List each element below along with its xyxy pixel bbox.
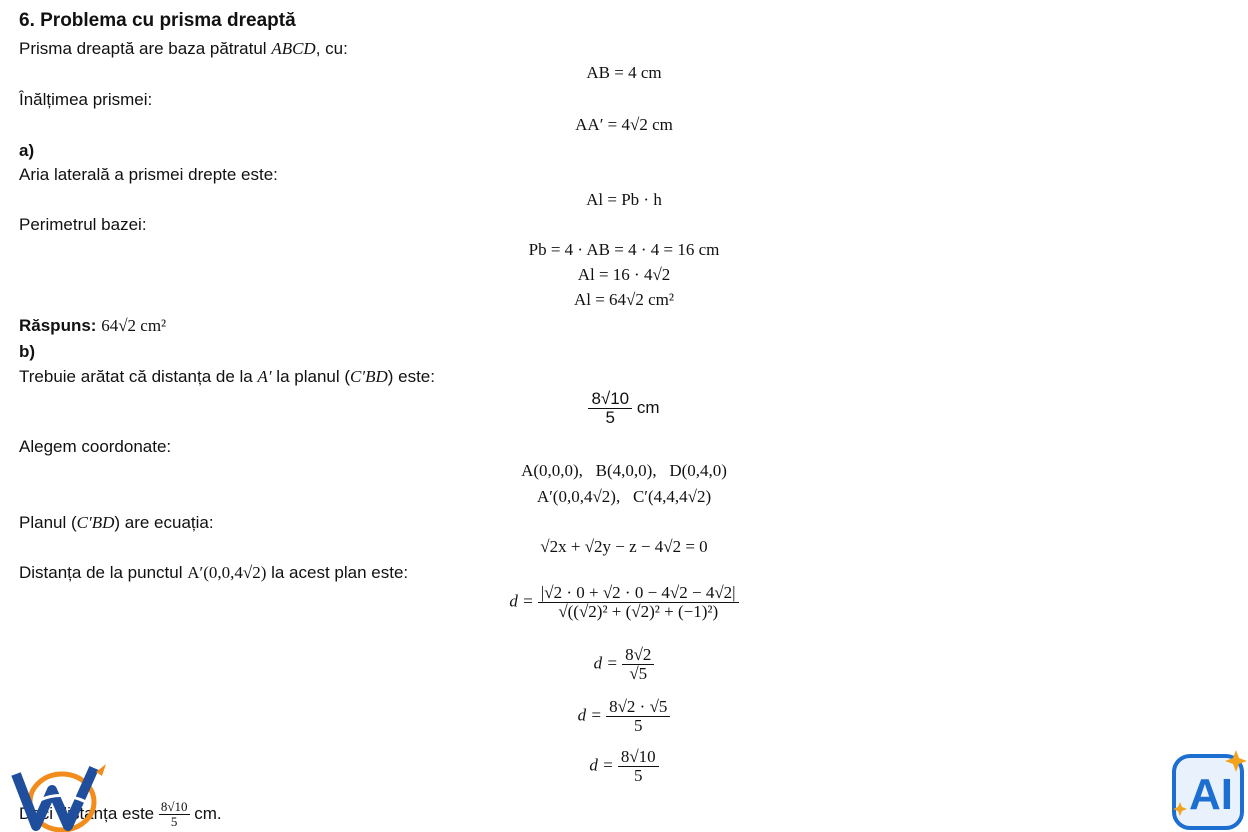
show-text-post: ) este:	[387, 367, 435, 386]
answer-line	[19, 315, 166, 337]
fraction-numerator: 8√2	[622, 646, 654, 665]
fraction-numerator: 8√10	[588, 390, 632, 409]
distance-formula-1	[0, 584, 1248, 621]
fraction-denominator: 5	[170, 814, 178, 829]
base-label: ABCD	[271, 39, 316, 58]
distance-formula-3	[0, 698, 1248, 735]
fraction-denominator: 5	[605, 408, 616, 427]
coords-label: Alegem coordonate:	[19, 437, 172, 456]
distance-formula-2	[0, 646, 1248, 683]
d-label: d =	[589, 755, 614, 775]
fraction-denominator: √((√2)² + (√2)² + (−1)²)	[558, 602, 719, 621]
intro-text-start: Prisma dreaptă are baza pătratul	[19, 39, 272, 58]
equation-lateral-formula: Al = Pb · h	[586, 190, 662, 209]
d-label: d =	[593, 653, 618, 673]
target-distance	[0, 390, 1248, 427]
plane-text-pre: Planul (	[19, 513, 77, 532]
equation-perimeter: Pb = 4 · AB = 4 · 4 = 16 cm	[528, 240, 720, 259]
fraction-4	[618, 748, 659, 785]
show-text-mid: la planul (	[271, 367, 351, 386]
ai-logo-icon	[1166, 742, 1248, 832]
equation-ab: AB = 4 cm	[586, 63, 662, 82]
distance-formula-4	[0, 748, 1248, 785]
fraction-numerator: |√2 · 0 + √2 · 0 − 4√2 − 4√2|	[538, 584, 739, 603]
ai-logo-text: AI	[1189, 770, 1233, 819]
plane-equation: √2x + √2y − z − 4√2 = 0	[540, 537, 708, 556]
fraction-numerator: 8√2 · √5	[606, 698, 670, 717]
part-b-label: b)	[19, 342, 36, 361]
lateral-area-label: Aria laterală a prismei drepte este:	[19, 165, 278, 184]
fraction-denominator: 5	[633, 716, 643, 735]
distance-text-pre: Distanța de la punctul	[19, 563, 188, 582]
show-distance-text	[19, 366, 435, 388]
distance-point: A′(0,0,4√2)	[187, 563, 267, 582]
fraction-numerator: 8√10	[160, 799, 188, 814]
equation-lateral-1: Al = 16 · 4√2	[577, 265, 671, 284]
equation-aa: AA′ = 4√2 cm	[575, 115, 673, 134]
part-a-label: a)	[19, 141, 35, 160]
problem-title: 6. Problema cu prisma dreaptă	[19, 10, 296, 31]
equation-lateral-2: Al = 64√2 cm²	[573, 290, 675, 309]
fraction-3	[606, 698, 670, 735]
point-label: A′	[257, 367, 272, 386]
final-text-post: cm.	[189, 803, 222, 823]
plane-label-2: C′BD	[76, 513, 115, 532]
final-text-pre: Deci distanța este	[19, 803, 159, 823]
coordinates-line-1: A(0,0,0), B(4,0,0), D(0,4,0)	[521, 461, 727, 480]
distance-label	[19, 562, 408, 584]
coordinates-line-2: A′(0,0,4√2), C′(4,4,4√2)	[536, 487, 712, 506]
answer-value: 64√2 cm²	[101, 316, 167, 335]
intro-text	[19, 38, 348, 60]
show-text-pre: Trebuie arătat că distanța de la	[19, 367, 258, 386]
plane-text-post: ) are ecuația:	[114, 513, 214, 532]
unit-label: cm	[636, 397, 660, 417]
fraction-denominator: √5	[629, 664, 648, 683]
plane-equation-label	[19, 512, 214, 534]
fraction-denominator: 5	[633, 766, 643, 785]
distance-text-post: la acest plan este:	[266, 563, 409, 582]
d-label: d =	[577, 705, 602, 725]
answer-label: Răspuns:	[19, 316, 97, 335]
intro-text-end: , cu:	[315, 39, 348, 58]
d-label: d =	[509, 591, 534, 611]
globe-w-logo-icon	[10, 760, 120, 832]
fraction-numerator: 8√10	[618, 748, 659, 767]
height-label: Înălțimea prismei:	[19, 90, 153, 109]
fraction-2	[622, 646, 654, 683]
final-fraction	[159, 800, 190, 829]
plane-label: C′BD	[350, 367, 388, 386]
target-fraction	[588, 390, 632, 427]
perimeter-label: Perimetrul bazei:	[19, 215, 147, 234]
fraction-1	[538, 584, 739, 621]
